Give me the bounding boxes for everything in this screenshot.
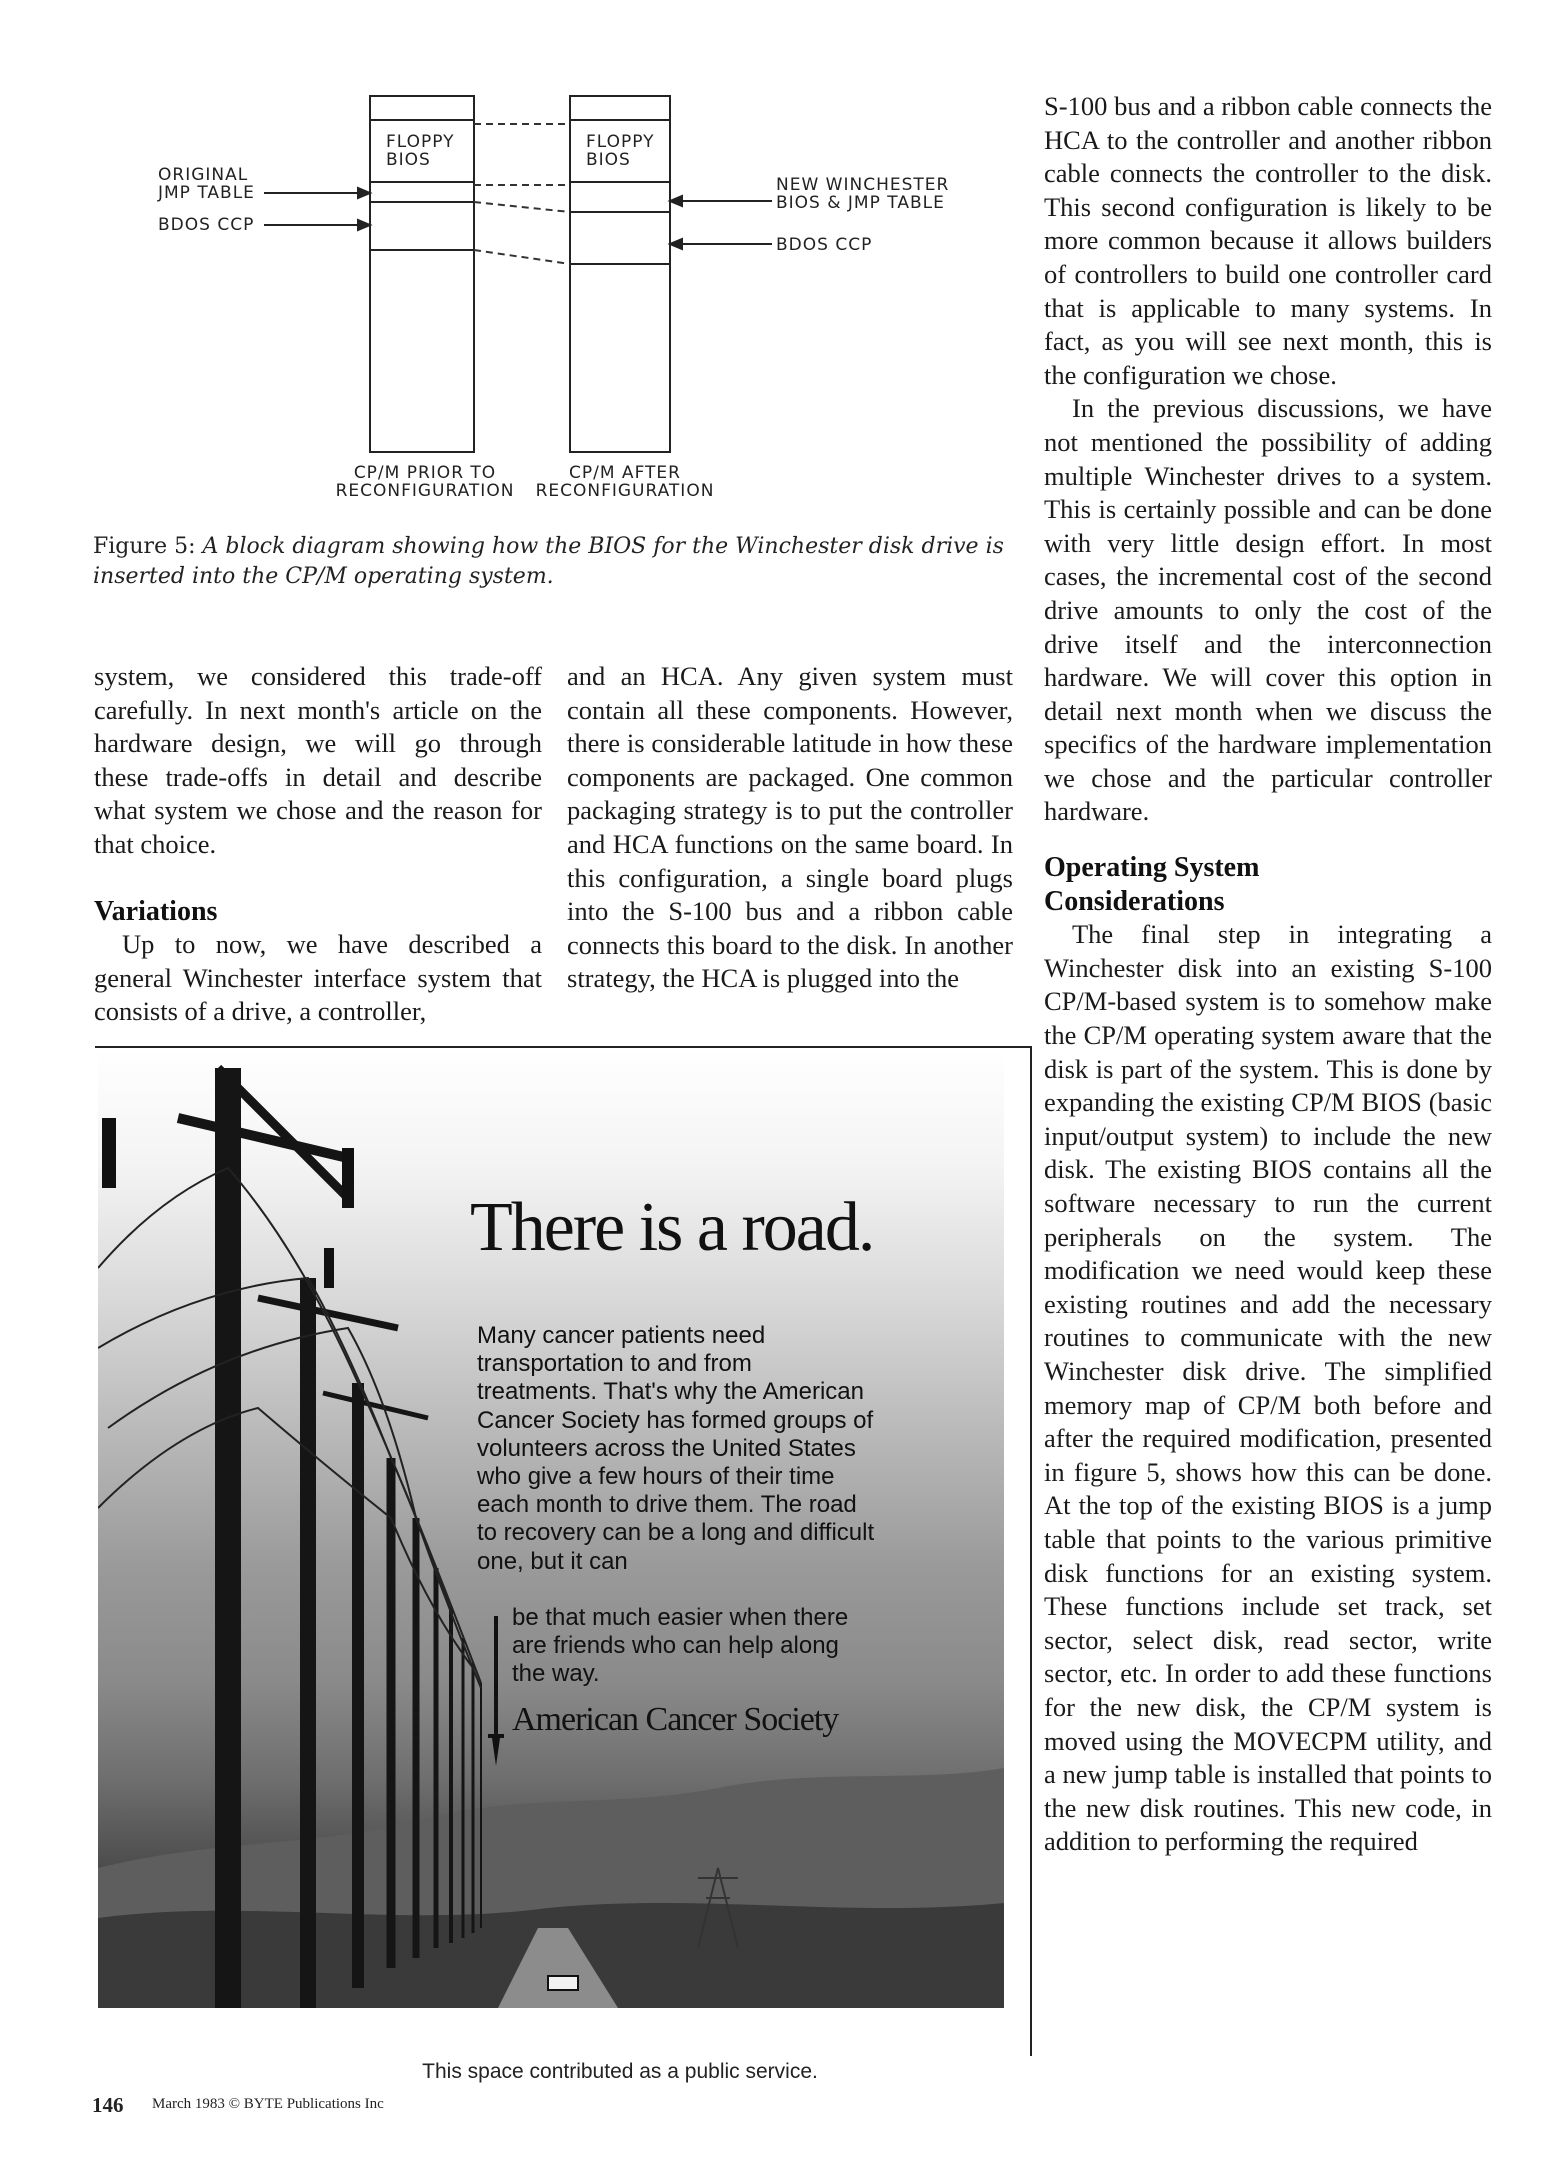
arrow-bdos-ccp-right [670, 239, 772, 249]
jmp-table-label: JMP TABLE [158, 183, 255, 203]
page-number: 146 [92, 2093, 124, 2117]
arrow-new-winchester [670, 196, 772, 206]
figure-5 [0, 0, 1030, 600]
issue-credit: March 1983 © BYTE Publications Inc [152, 2096, 384, 2112]
column-left [94, 660, 542, 1029]
figure-caption [93, 532, 1013, 592]
bios-jmp-table-label: BIOS & JMP TABLE [776, 193, 945, 213]
bdos-ccp-left-label: BDOS CCP [158, 215, 255, 235]
memory-map-diagram [0, 0, 1030, 520]
floppy-bios-after-label: FLOPPY BIOS [586, 132, 655, 170]
public-service-note: This space contributed as a public service. [422, 2060, 818, 2083]
dashed-connectors [474, 124, 570, 264]
heading-operating-system: Operating System Considerations [1044, 852, 1260, 917]
arrow-jmp-table [264, 188, 370, 198]
ad-body-text: Many cancer patients need transportation to and from treatments. That's why the American Cancer Society has formed groups of volunteers across the United States who give a few hours of their time each month to drive them. The road to recovery can be a long and difficult one, but it can [477, 1322, 875, 1575]
ad-headline: There is a road. [470, 1189, 874, 1266]
left-paragraph-1: system, we considered this trade-off carefully. In next month's article on the hardware design, we will go through these trade-offs in detail and describe what system we chose and the reason for that choice. [94, 661, 542, 859]
right-paragraph-2: In the previous discussions, we have not mentioned the possibility of adding multiple Winchester drives to a system. This is certainly possible and can be done with very little design effort. In most cases, the incremental cost of the second drive amounts to only the cost of the drive itself and the interconnection hardware. We will cover this option in detail next month when we discuss the specifics of the hardware implementation we chose and the particular controller hardware. [1044, 393, 1492, 827]
ad-body-text-continued: be that much easier when there are friends who can help along the way. [512, 1604, 849, 1688]
right-paragraph-1: S-100 bus and a ribbon cable connects the HCA to the controller and another ribbon cable connects the controller to the disk. This second configuration is likely to be more common because it allows builders of controllers to build one controller card that is applicable to many systems. In fact, as you will see next month, this is the configuration we chose. [1044, 91, 1492, 390]
heading-variations: Variations [94, 895, 218, 927]
arrow-bdos-ccp-left [264, 220, 370, 230]
ad-border-right [1030, 1046, 1032, 2056]
american-cancer-society-logo: American Cancer Society [512, 1701, 839, 1738]
title-after: CP/M AFTER RECONFIGURATION [535, 463, 715, 501]
sword-icon [488, 1616, 504, 1766]
original-label: ORIGINAL [158, 165, 249, 185]
caption-body: A block diagram showing how the BIOS for the Winchester disk drive is inserted into the CP/M operating system. [93, 534, 1004, 589]
title-before: CP/M PRIOR TO RECONFIGURATION [335, 463, 515, 501]
right-paragraph-3: The final step in integrating a Winchester disk into an existing S-100 CP/M-based system is to somehow make the CP/M operating system aware that the disk is part of the system. This is done by expanding the existing CP/M BIOS (basic input/output system) to include the new disk. The existing BIOS contains all the software necessary to run the current peripherals on the system. The modification we need would keep these existing routines and add the necessary routines to communicate with the new Winchester disk drive. The simplified memory map of CP/M both before and after the required modification, presented in figure 5, shows how this can be done. At the top of the existing BIOS is a jump table that points to the various primitive disk functions for an existing system. These functions include set track, set sector, select disk, read sector, write sector, etc. In order to add these functions for the new disk, the CP/M system is moved using the MOVECPM utility, and a new jump table is installed that points to the new disk routines. This new code, in addition to performing the required [1044, 919, 1492, 1857]
new-winchester-label: NEW WINCHESTER [776, 175, 950, 195]
bdos-ccp-right-label: BDOS CCP [776, 235, 873, 255]
left-paragraph-2: Up to now, we have described a general Winchester interface system that consists of a drive, a controller, [94, 929, 542, 1027]
middle-paragraph-1: and an HCA. Any given system must contain all these components. However, there is considerable latitude in how these components are packaged. One common packaging strategy is to put the controller and HCA functions on the same board. In this configuration, a single board plugs into the S-100 bus and a ribbon cable connects this board to the disk. In another strategy, the HCA is plugged into the [567, 661, 1013, 994]
column-right [1044, 90, 1492, 1859]
floppy-bios-before-label: FLOPPY BIOS [386, 132, 455, 170]
caption-lead: Figure 5: [93, 534, 196, 559]
column-middle [567, 660, 1013, 996]
